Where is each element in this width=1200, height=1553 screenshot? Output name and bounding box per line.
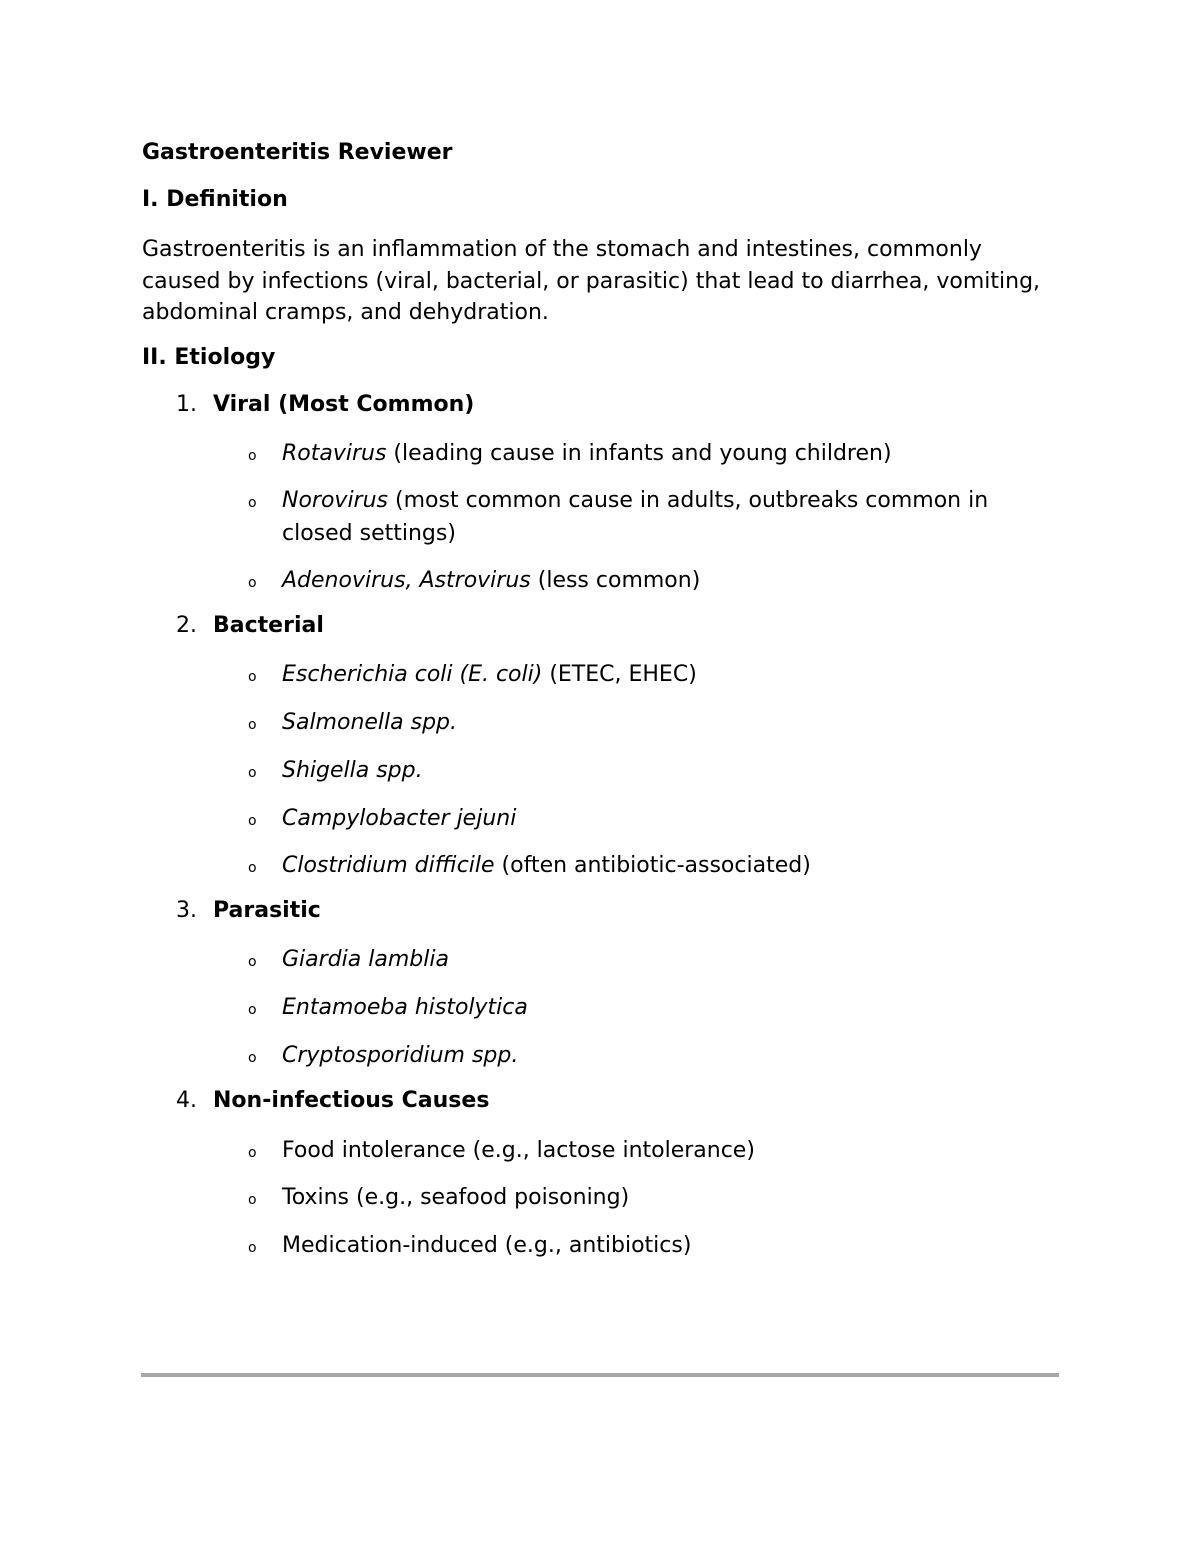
footer-divider [141,1373,1059,1377]
bullet-marker-icon: o [248,717,257,733]
group-number: 4. [176,1088,197,1113]
organism-name: Cryptosporidium spp. [282,1043,519,1068]
bullet-marker-icon: o [248,1240,257,1256]
organism-name: Shigella spp. [282,758,423,783]
group-number: 1. [176,392,197,417]
list-item [248,437,1048,470]
item-note: (ETEC, EHEC) [542,662,697,687]
etiology-group-parasitic [176,898,321,923]
list-item [248,484,1048,550]
list-item [248,706,1048,739]
list-item [248,564,1048,597]
bullet-marker-icon: o [248,448,257,464]
bullet-marker-icon: o [248,1192,257,1208]
group-number: 3. [176,898,197,923]
bullet-marker-icon: o [248,495,257,511]
group-label: Parasitic [213,898,321,923]
item-note: (leading cause in infants and young children) [386,441,892,466]
list-item [248,943,1048,976]
section-heading-etiology: II. Etiology [142,345,276,370]
organism-name: Salmonella spp. [282,710,458,735]
document-title: Gastroenteritis Reviewer [142,140,453,165]
definition-paragraph: Gastroenteritis is an inflammation of the stomach and intestines, commonly caused by infections (viral, bacterial, or parasitic) that lead to diarrhea, vomiting, abdominal cramps, and dehydration. [142,237,1041,325]
list-item [248,1039,1048,1072]
item-note: (less common) [530,568,701,593]
group-label: Non-infectious Causes [213,1088,490,1113]
etiology-group-viral [176,392,474,417]
etiology-group-bacterial [176,613,324,638]
organism-name: Norovirus [282,488,389,513]
bullet-marker-icon: o [248,1050,257,1066]
item-note: (most common cause in adults, outbreaks common in closed settings) [282,488,989,546]
item-note: Toxins (e.g., seafood poisoning) [282,1185,630,1210]
item-note: (often antibiotic-associated) [494,853,811,878]
bullet-marker-icon: o [248,765,257,781]
bullet-marker-icon: o [248,860,257,876]
organism-name: Entamoeba histolytica [282,995,528,1020]
organism-name: Escherichia coli (E. coli) [282,662,543,687]
bullet-marker-icon: o [248,669,257,685]
organism-name: Campylobacter jejuni [282,806,517,831]
list-item [248,802,1048,835]
bullet-marker-icon: o [248,1145,257,1161]
list-item [248,1181,1048,1214]
bullet-marker-icon: o [248,1002,257,1018]
etiology-group-non-infectious [176,1088,489,1113]
list-item [248,991,1048,1024]
bullet-marker-icon: o [248,575,257,591]
item-note: Food intolerance (e.g., lactose intolerance) [282,1138,755,1163]
bullet-marker-icon: o [248,813,257,829]
organism-name: Rotavirus [282,441,387,466]
section-heading-definition: I. Definition [142,187,288,212]
organism-name: Giardia lamblia [282,947,449,972]
list-item [248,754,1048,787]
list-item [248,1134,1048,1167]
list-item [248,658,1048,691]
list-item [248,849,1048,882]
group-number: 2. [176,613,197,638]
bullet-marker-icon: o [248,954,257,970]
group-label: Bacterial [213,613,324,638]
organism-name: Clostridium difficile [282,853,495,878]
organism-name: Adenovirus, Astrovirus [282,568,531,593]
list-item [248,1229,1048,1262]
group-label: Viral (Most Common) [213,392,475,417]
item-note: Medication-induced (e.g., antibiotics) [282,1233,692,1258]
